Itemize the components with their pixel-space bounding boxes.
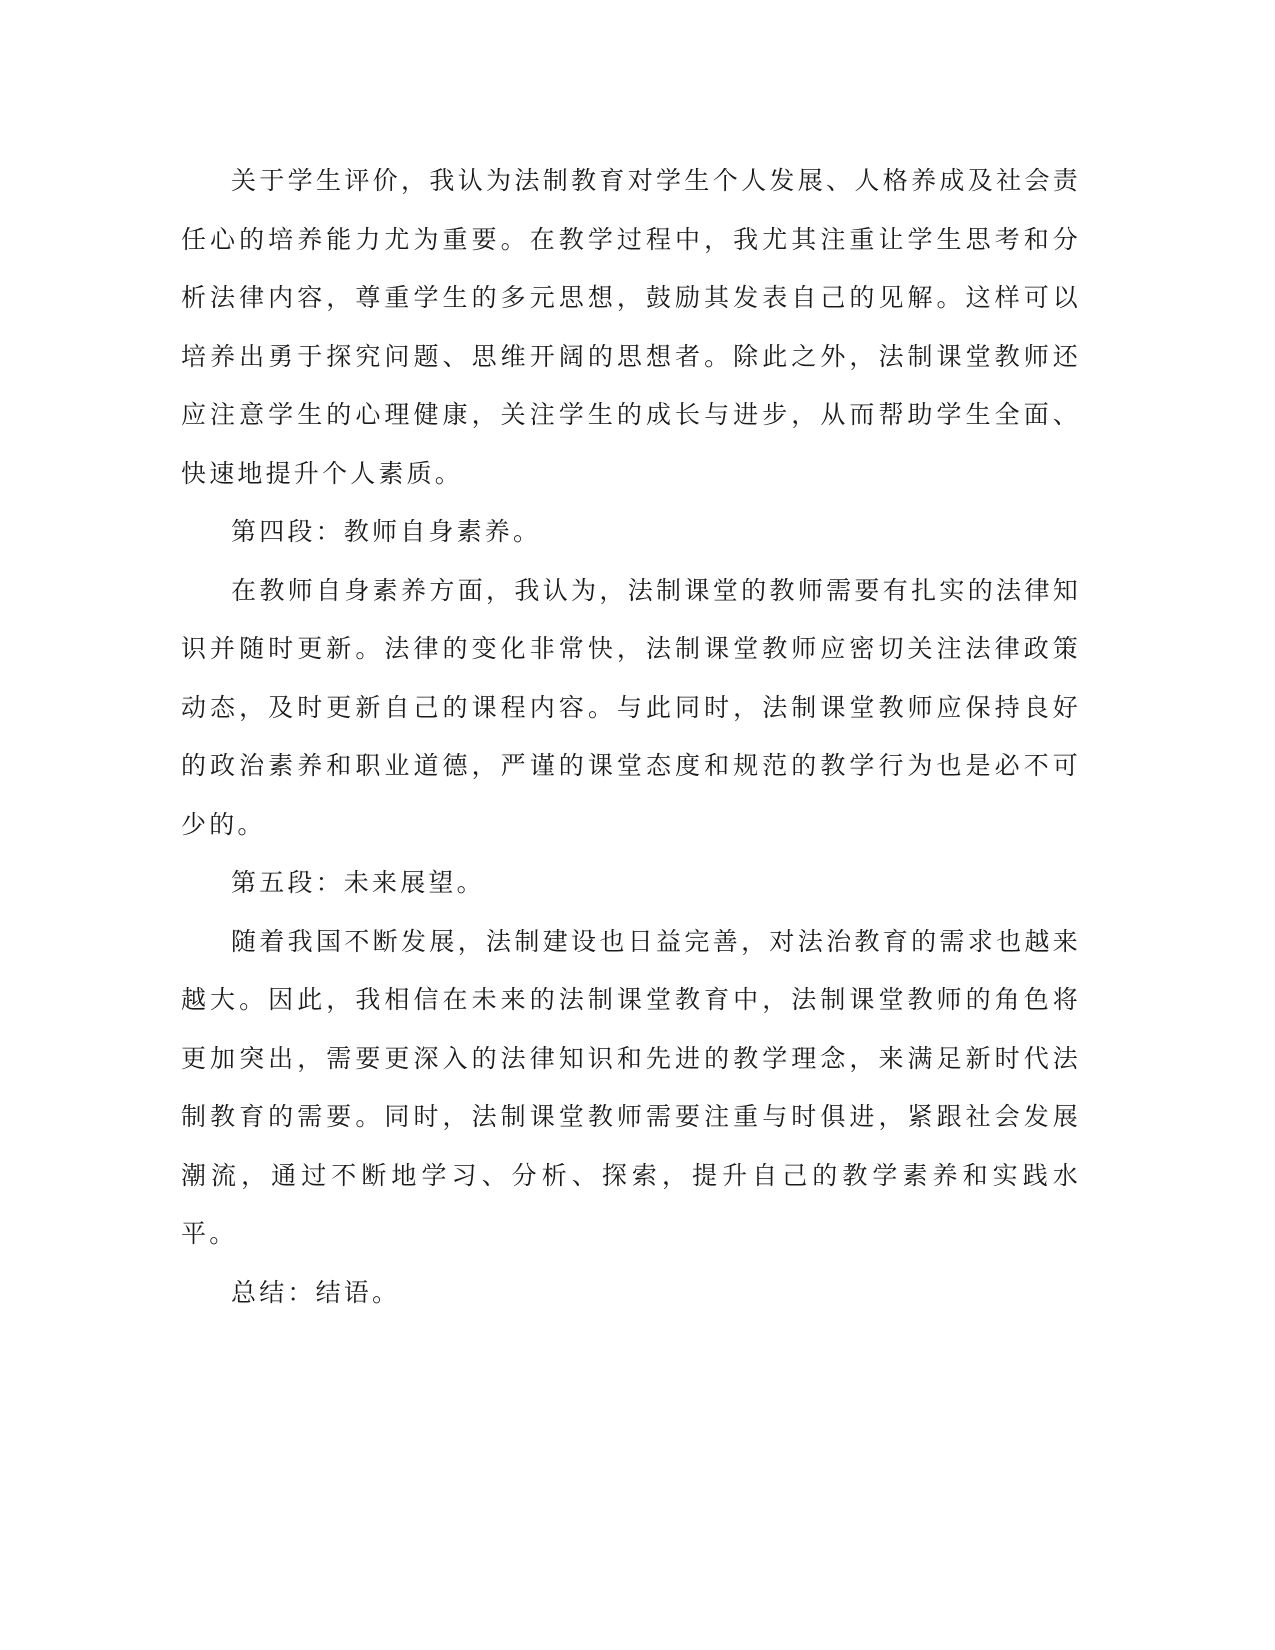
section-heading-conclusion: 总结：结语。 xyxy=(231,1277,401,1307)
section-heading-teacher-literacy: 第四段：教师自身素养。 xyxy=(231,517,542,546)
paragraph-future-outlook: 随着我国不断发展，法制建设也日益完善，对法治教育的需求也越来越大。因此，我相信在未来的法制课堂教育中，法制课堂教师的角色将更加突出，需要更深入的法律知识和先进的教学理念，来满足新时代法制教育的需要。同时，法制课堂教师需要注重与时俱进，紧跟社会发展潮流，通过不断地学习、分析、探索，提升自己的教学素养和实践水平。 xyxy=(181,926,1081,1248)
document-body xyxy=(181,152,1081,1322)
paragraph-teacher-literacy: 在教师自身素养方面，我认为，法制课堂的教师需要有扎实的法律知识并随时更新。法律的变化非常快，法制课堂教师应密切关注法律政策动态，及时更新自己的课程内容。与此同时，法制课堂教师应保持良好的政治素养和职业道德，严谨的课堂态度和规范的教学行为也是必不可少的。 xyxy=(181,575,1081,839)
section-heading-future-outlook: 第五段：未来展望。 xyxy=(231,868,485,897)
paragraph-student-evaluation: 关于学生评价，我认为法制教育对学生个人发展、人格养成及社会责任心的培养能力尤为重要。在教学过程中，我尤其注重让学生思考和分析法律内容，尊重学生的多元思想，鼓励其发表自己的见解。这样可以培养出勇于探究问题、思维开阔的思想者。除此之外，法制课堂教师还应注意学生的心理健康，关注学生的成长与进步，从而帮助学生全面、快速地提升个人素质。 xyxy=(181,166,1081,488)
